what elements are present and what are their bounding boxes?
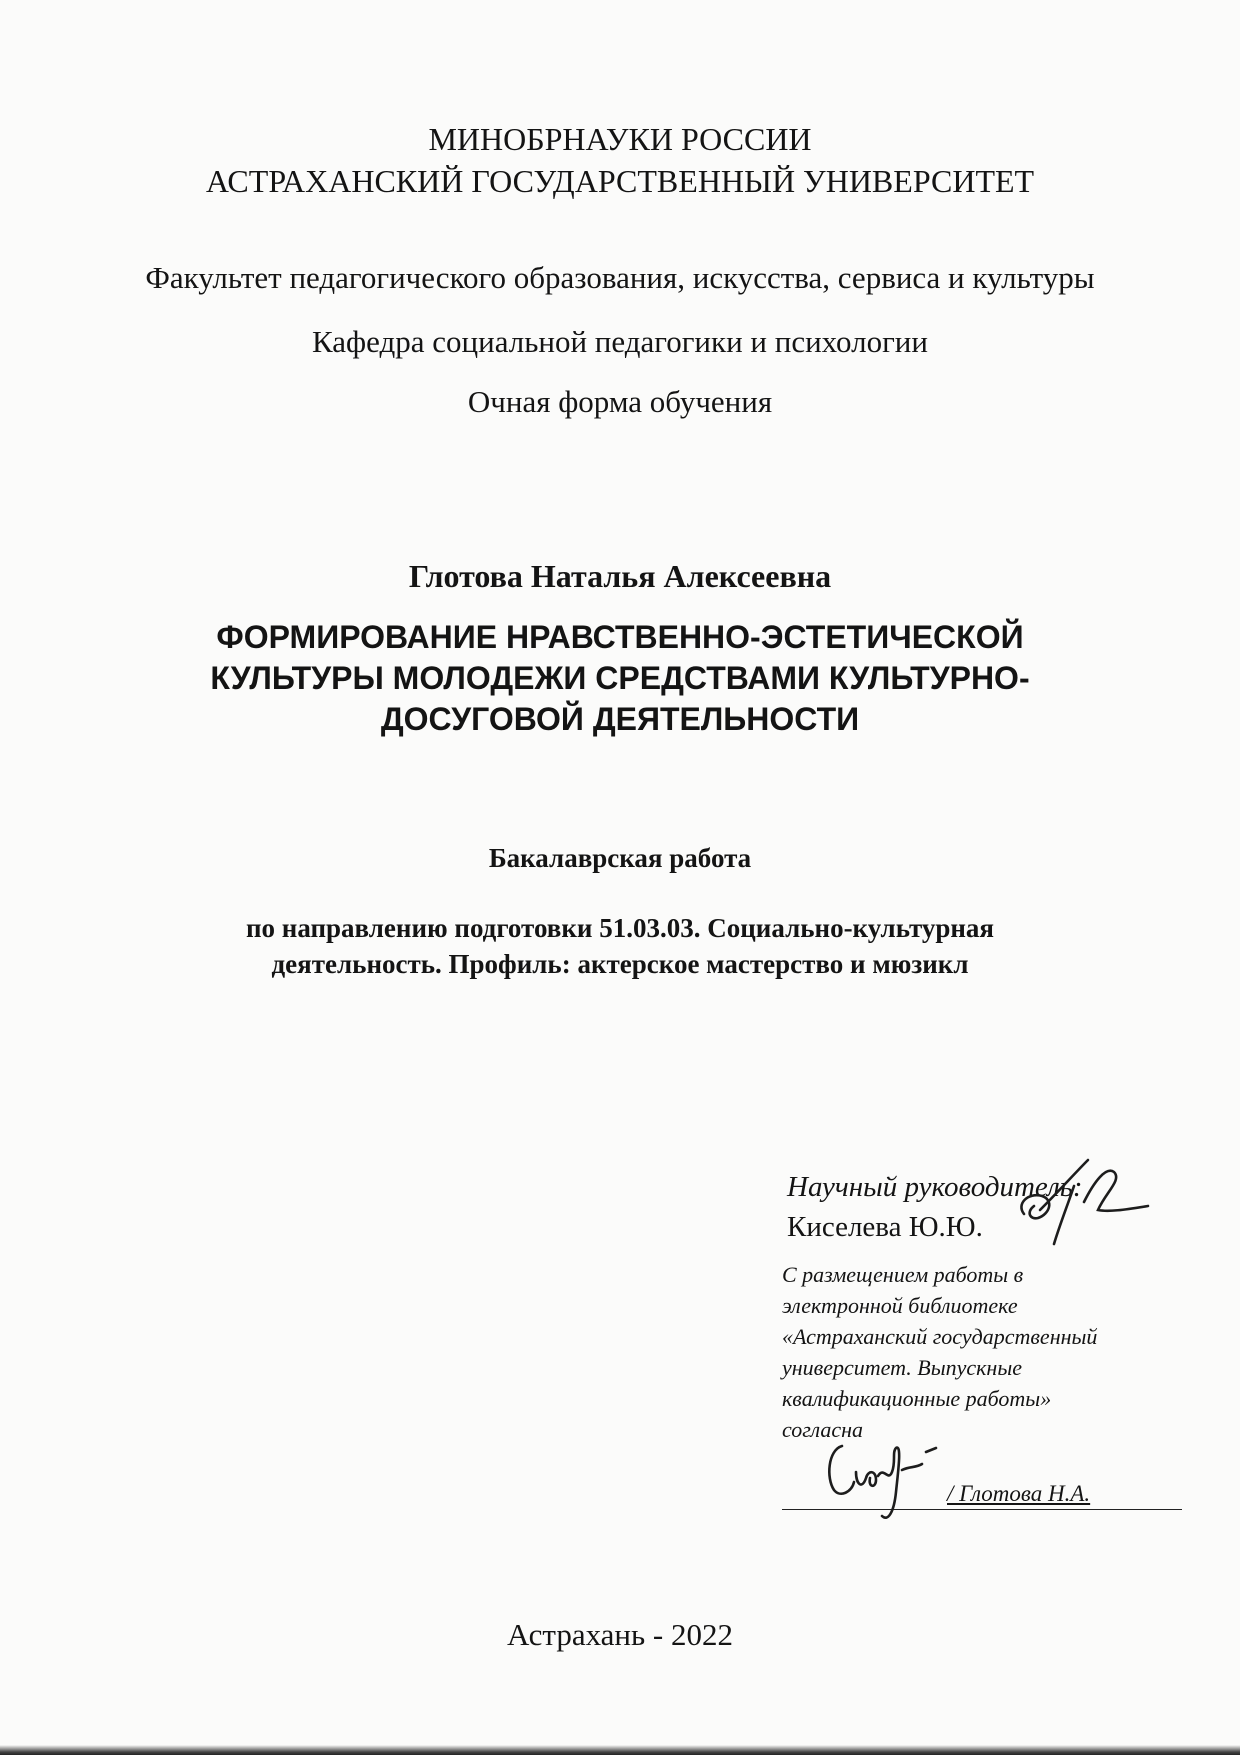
consent-line: электронной библиотеке: [782, 1293, 1018, 1318]
supervisor-label: Научный руководитель:: [787, 1171, 1083, 1203]
scan-bottom-edge: [0, 1745, 1240, 1755]
city-year: Астрахань - 2022: [507, 1617, 733, 1652]
ministry-name: МИНОБРНАУКИ РОССИИ: [428, 121, 812, 157]
thesis-title-line: КУЛЬТУРЫ МОЛОДЕЖИ СРЕДСТВАМИ КУЛЬТУРНО-: [210, 660, 1030, 696]
student-signature-line: [782, 1470, 1182, 1510]
library-consent: [782, 1259, 1162, 1445]
study-form: Очная форма обучения: [467, 384, 773, 419]
study-direction: [160, 910, 1080, 982]
supervisor-block: [787, 1167, 1083, 1247]
thesis-title: [170, 617, 1070, 740]
work-type: Бакалаврская работа: [488, 843, 752, 873]
consent-line: университет. Выпускные: [782, 1355, 1023, 1380]
university-name: АСТРАХАНСКИЙ ГОСУДАРСТВЕННЫЙ УНИВЕРСИТЕТ: [205, 163, 1035, 199]
department-name: Кафедра социальной педагогики и психологии: [312, 324, 928, 359]
consent-line: квалификационные работы»: [782, 1386, 1052, 1411]
supervisor-name: Киселева Ю.Ю.: [787, 1211, 983, 1243]
faculty-name: Факультет педагогического образования, искусства, сервиса и культуры: [145, 260, 1095, 295]
consent-line: согласна: [782, 1417, 864, 1442]
consent-line: С размещением работы в: [782, 1262, 1024, 1287]
ministry-header: [0, 118, 1240, 202]
thesis-title-line: ФОРМИРОВАНИЕ НРАВСТВЕННО-ЭСТЕТИЧЕСКОЙ: [216, 619, 1024, 655]
signature-underline: [782, 1509, 1182, 1510]
signer-name: / Глотова Н.А.: [947, 1481, 1091, 1506]
author-name: Глотова Наталья Алексеевна: [408, 558, 832, 594]
study-direction-line: по направлению подготовки 51.03.03. Социально-культурная: [245, 913, 995, 943]
thesis-title-line: ДОСУГОВОЙ ДЕЯТЕЛЬНОСТИ: [380, 701, 860, 737]
consent-line: «Астраханский государственный: [782, 1324, 1098, 1349]
study-direction-line: деятельность. Профиль: актерское мастерство и мюзикл: [271, 949, 969, 979]
